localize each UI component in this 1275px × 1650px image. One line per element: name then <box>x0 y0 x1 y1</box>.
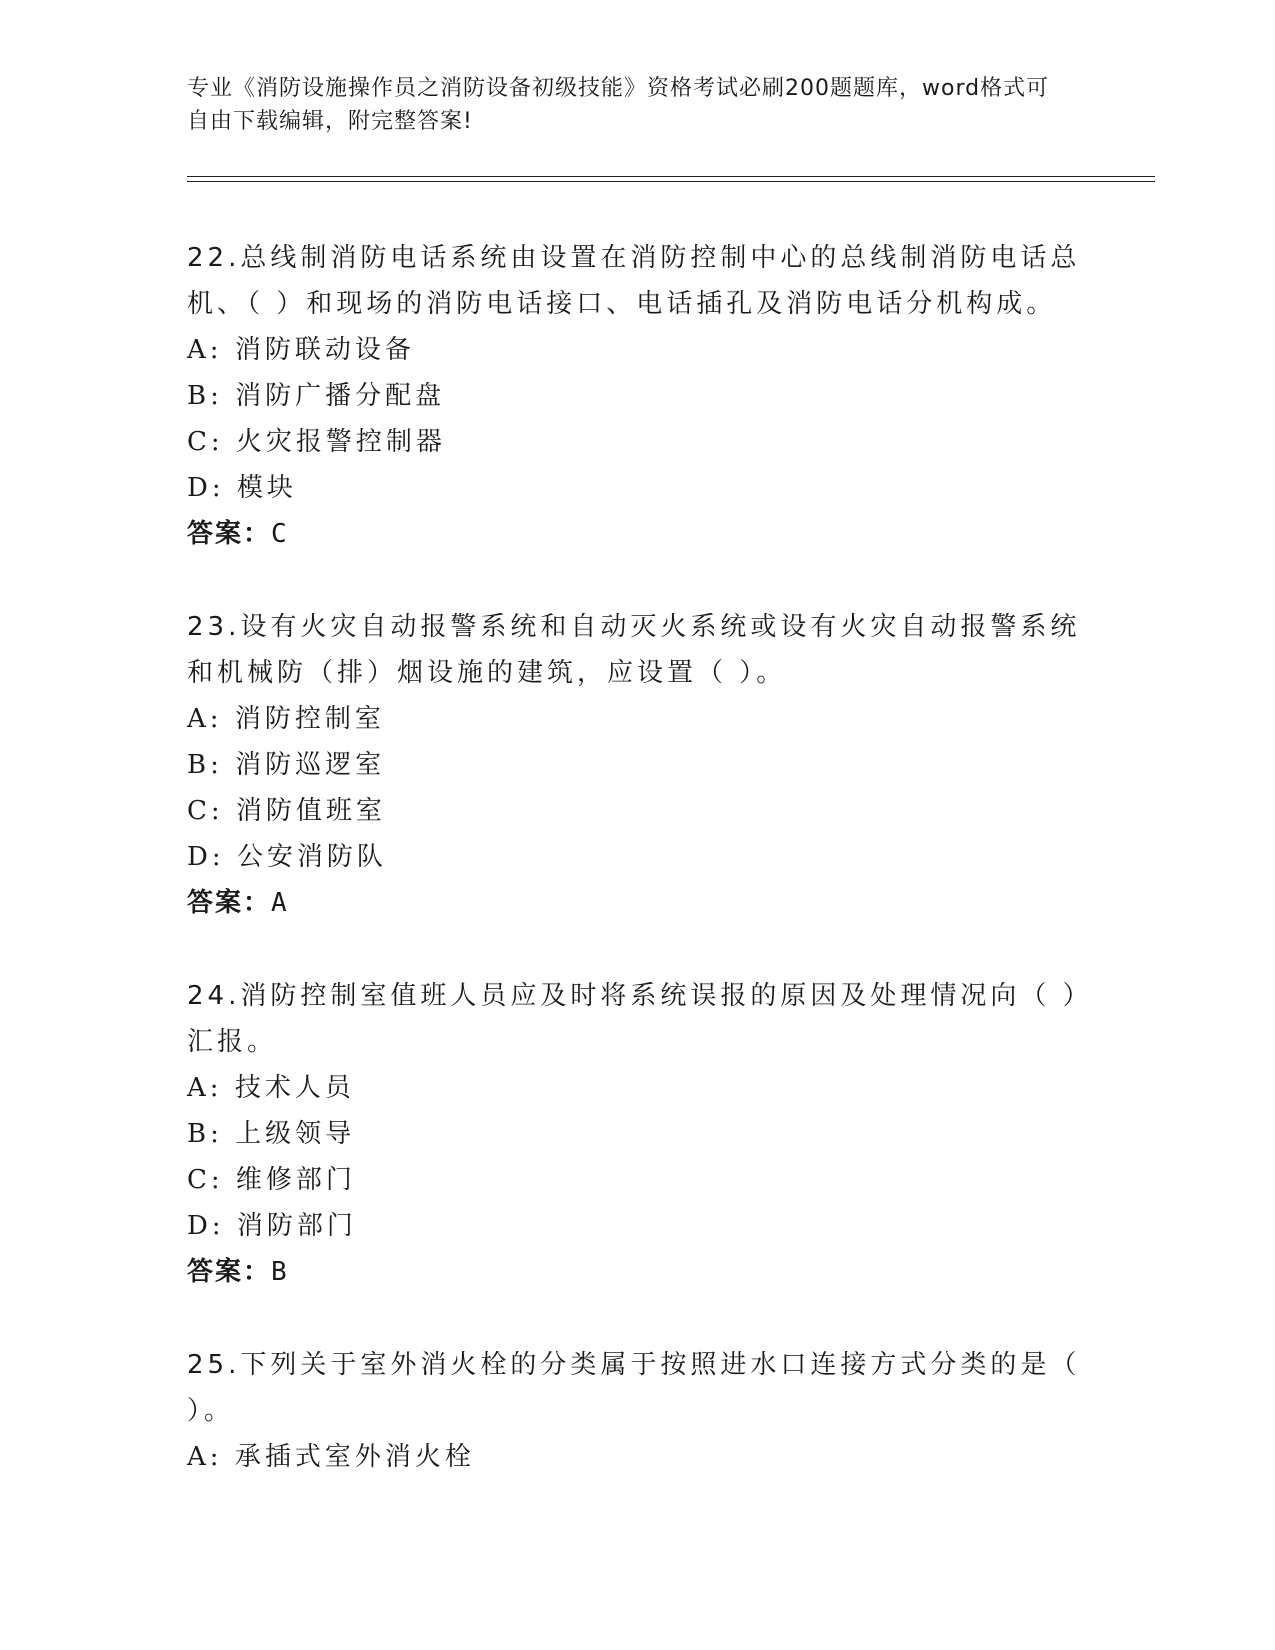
question-25 <box>187 1342 1087 1480</box>
question-stem: 24.消防控制室值班人员应及时将系统误报的原因及处理情况向（ ）汇报。 <box>187 981 1080 1057</box>
option-letter: A: <box>187 704 223 734</box>
answer-line <box>187 511 1087 557</box>
option-text: 消防联动设备 <box>234 335 415 365</box>
option-text: 消防广播分配盘 <box>235 381 446 411</box>
answer-line <box>187 1249 1087 1295</box>
option-text: 消防部门 <box>236 1211 357 1241</box>
option-letter: C: <box>187 1165 224 1195</box>
option-letter: A: <box>187 335 223 365</box>
question-stem: 22.总线制消防电话系统由设置在消防控制中心的总线制消防电话总机、（ ）和现场的消防电话接口、电话插孔及消防电话分机构成。 <box>187 243 1081 319</box>
option-a <box>187 327 1087 373</box>
option-c <box>187 419 1087 465</box>
answer-label: 答案： <box>187 1257 272 1287</box>
option-d <box>187 834 1087 880</box>
option-b <box>187 742 1087 788</box>
question-23 <box>187 604 1087 926</box>
option-letter: C: <box>187 427 224 457</box>
option-text: 公安消防队 <box>236 842 387 872</box>
option-letter: B: <box>187 750 223 780</box>
answer-value: B <box>271 1257 289 1287</box>
option-d <box>187 1203 1087 1249</box>
option-letter: A: <box>187 1442 223 1472</box>
option-b <box>187 1111 1087 1157</box>
option-c <box>187 1157 1087 1203</box>
option-a <box>187 1065 1087 1111</box>
option-letter: A: <box>187 1073 223 1103</box>
option-letter: D: <box>187 473 225 503</box>
option-text: 消防控制室 <box>234 704 385 734</box>
page-header: 专业《消防设施操作员之消防设备初级技能》资格考试必刷200题题库，word格式可自由下载编辑，附完整答案! <box>187 76 1050 134</box>
option-text: 上级领导 <box>235 1119 356 1149</box>
option-letter: C: <box>187 796 224 826</box>
answer-label: 答案： <box>187 519 272 549</box>
option-letter: D: <box>187 1211 225 1241</box>
question-stem: 25.下列关于室外消火栓的分类属于按照进水口连接方式分类的是（ ）。 <box>187 1350 1081 1426</box>
answer-value: C <box>271 519 289 549</box>
option-text: 维修部门 <box>235 1165 356 1195</box>
question-24 <box>187 973 1087 1295</box>
option-text: 火灾报警控制器 <box>235 427 446 457</box>
option-letter: D: <box>187 842 225 872</box>
option-text: 消防值班室 <box>235 796 386 826</box>
answer-label: 答案： <box>187 888 272 918</box>
answer-value: A <box>271 888 289 918</box>
answer-line <box>187 880 1087 926</box>
option-text: 模块 <box>236 473 297 503</box>
question-22 <box>187 235 1087 557</box>
option-a <box>187 1434 1087 1480</box>
option-b <box>187 373 1087 419</box>
option-text: 技术人员 <box>234 1073 355 1103</box>
option-d <box>187 465 1087 511</box>
option-letter: B: <box>187 1119 223 1149</box>
header-rule-bottom <box>187 181 1155 182</box>
option-text: 承插式室外消火栓 <box>234 1442 475 1472</box>
option-c <box>187 788 1087 834</box>
option-a <box>187 696 1087 742</box>
question-stem: 23.设有火灾自动报警系统和自动灭火系统或设有火灾自动报警系统和机械防（排）烟设施的建筑，应设置（ ）。 <box>187 612 1081 688</box>
header-rule-top <box>187 176 1155 177</box>
question-list <box>187 235 1087 1527</box>
option-text: 消防巡逻室 <box>235 750 386 780</box>
option-letter: B: <box>187 381 223 411</box>
